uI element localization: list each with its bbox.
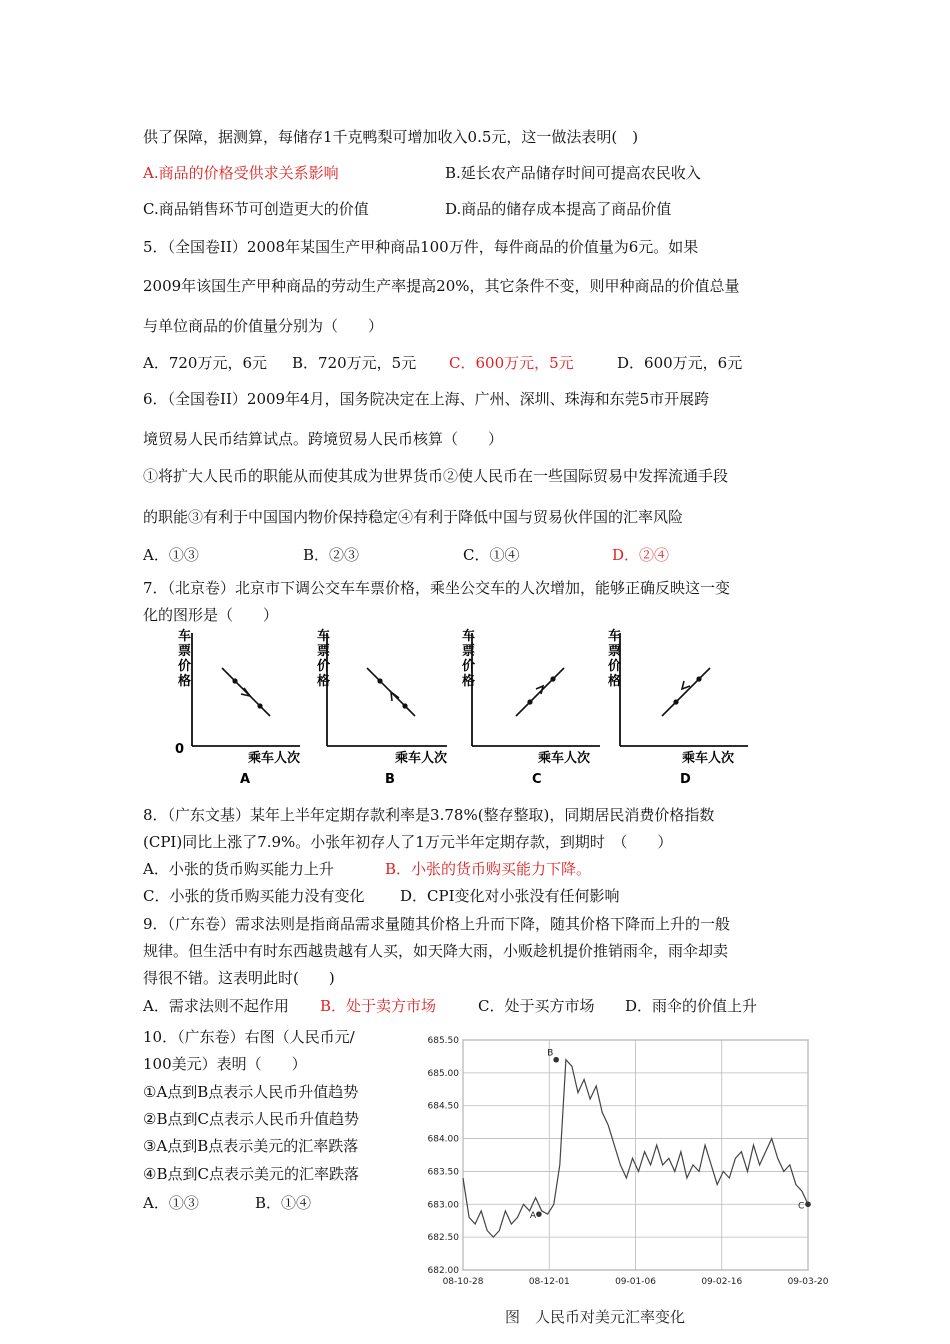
graph-a	[160, 628, 320, 788]
ylabel-char: 票	[178, 644, 192, 659]
q10-stem-2: 100美元）表明（ ）	[143, 1055, 307, 1073]
ylabel-char: 价	[317, 659, 331, 674]
ylabel-char: 票	[317, 644, 331, 659]
x-axis-label: 乘车人次	[248, 751, 301, 766]
x-tick-label: 08-10-28	[442, 1277, 484, 1287]
ylabel-char: 车	[317, 629, 331, 644]
y-tick-label: 685.00	[427, 1068, 459, 1079]
q8-stem-2: (CPI)同比上涨了7.9%。小张年初存人了1万元半年定期存款，到期时 （ ）	[143, 833, 673, 851]
q10-stem-1: 10．（广东卷）右图（人民币元/	[143, 1028, 355, 1046]
q8-option-c: C．小张的货币购买能力没有变化	[143, 887, 365, 905]
ylabel-char: 格	[178, 674, 192, 689]
q5-stem-3: 与单位商品的价值量分别为（ ）	[143, 317, 384, 335]
y-tick-label: 683.00	[427, 1200, 459, 1211]
q8-option-d: D．CPI变化对小张没有任何影响	[400, 887, 620, 905]
point-label-b: B	[547, 1048, 554, 1059]
q6-stem-2: 境贸易人民币结算试点。跨境贸易人民币核算（ ）	[143, 430, 504, 448]
y-tick-label: 684.00	[427, 1134, 459, 1145]
point-label-c: C	[798, 1201, 805, 1212]
q4-option-a: A.商品的价格受供求关系影响	[143, 164, 339, 182]
point-2	[550, 676, 555, 681]
x-tick-label: 09-01-06	[615, 1277, 656, 1287]
point-1	[673, 699, 678, 704]
point-1	[232, 678, 237, 683]
q4-option-b: B.延长农产品储存时间可提高农民收入	[445, 164, 701, 182]
graph-b-svg	[305, 628, 465, 788]
graph-b	[305, 628, 465, 788]
q8-option-b: B．小张的货币购买能力下降。	[385, 860, 592, 878]
q7-stem-1: 7．（北京卷）北京市下调公交车车票价格，乘坐公交车的人次增加，能够正确反映这一变	[143, 579, 731, 597]
x-tick-label: 08-12-01	[528, 1277, 570, 1287]
q8-option-a: A．小张的货币购买能力上升	[143, 860, 334, 878]
q6-option-a: A．①③	[143, 546, 199, 564]
q5-option-c: C．600万元，5元	[449, 354, 574, 372]
graph-label: B	[385, 772, 395, 787]
ylabel-char: 车	[178, 629, 192, 644]
q10-item-2: ②B点到C点表示人民币升值趋势	[143, 1110, 359, 1128]
ylabel-char: 票	[608, 644, 622, 659]
point-marker-a	[536, 1211, 542, 1217]
q6-option-d: D．②④	[612, 546, 670, 564]
graph-d-svg	[600, 628, 760, 788]
q7-stem-2: 化的图形是（ ）	[143, 606, 279, 624]
y-axis-label	[178, 628, 191, 689]
y-axis-label	[608, 628, 621, 689]
q10-item-3: ③A点到B点表示美元的汇率跌落	[143, 1137, 359, 1155]
q10-option-b: B．①④	[255, 1194, 312, 1212]
arrow-down-icon	[682, 681, 690, 689]
q4-option-c: C.商品销售环节可创造更大的价值	[143, 200, 369, 218]
ylabel-char: 价	[178, 659, 192, 674]
point-marker-c	[805, 1201, 811, 1207]
y-tick-label: 684.50	[427, 1101, 459, 1112]
y-axis-label	[317, 628, 330, 689]
q9-option-b: B．处于卖方市场	[320, 997, 437, 1015]
exchange-rate-svg	[415, 1028, 829, 1338]
y-tick-label: 682.50	[427, 1233, 459, 1244]
q10-option-a: A．①③	[143, 1194, 199, 1212]
labeled-points	[530, 1049, 811, 1221]
q9-option-c: C．处于买方市场	[478, 997, 595, 1015]
q6-option-b: B．②③	[303, 546, 360, 564]
q9-stem-1: 9．（广东卷）需求法则是指商品需求量随其价格上升而下降，随其价格下降而上升的一般	[143, 915, 731, 933]
graph-label: C	[532, 772, 542, 787]
y-axis-label	[462, 628, 475, 689]
x-axis-label: 乘车人次	[538, 751, 591, 766]
ylabel-char: 车	[462, 629, 476, 644]
x-axis-label: 乘车人次	[682, 751, 735, 766]
point-2	[696, 676, 701, 681]
point-marker-b	[553, 1057, 559, 1063]
graph-c	[452, 628, 612, 788]
chart-title: 图 人民币对美元汇率变化	[505, 1308, 686, 1326]
q5-stem-2: 2009年该国生产甲种商品的劳动生产率提高20%，其它条件不变，则甲种商品的价值总量	[143, 277, 740, 295]
q10-item-1: ①A点到B点表示人民币升值趋势	[143, 1083, 359, 1101]
ylabel-char: 格	[462, 674, 476, 689]
y-tick-label: 685.50	[427, 1036, 459, 1046]
q6-stem-4: 的职能③有利于中国国内物价保持稳定④有利于降低中国与贸易伙伴国的汇率风险	[143, 508, 684, 526]
q5-option-b: B．720万元，5元	[292, 354, 417, 372]
ylabel-char: 票	[462, 644, 476, 659]
exchange-rate-chart	[415, 1028, 829, 1338]
point-1	[377, 678, 382, 683]
q9-option-a: A．需求法则不起作用	[143, 997, 289, 1015]
y-tick-label: 683.50	[427, 1167, 459, 1178]
x-axis-label: 乘车人次	[395, 751, 448, 766]
q9-stem-3: 得很不错。这表明此时( )	[143, 969, 335, 987]
point-label-a: A	[529, 1211, 537, 1222]
q6-stem-3: ①将扩大人民币的职能从而使其成为世界货币②使人民币在一些国际贸易中发挥流通手段	[143, 467, 729, 485]
point-1	[527, 699, 532, 704]
ylabel-char: 价	[462, 659, 476, 674]
ylabel-char: 格	[317, 674, 331, 689]
q9-option-d: D．雨伞的价值上升	[625, 997, 758, 1015]
q5-stem-1: 5．（全国卷II）2008年某国生产甲种商品100万件，每件商品的价值量为6元。如果	[143, 238, 699, 256]
q8-stem-1: 8．（广东文基）某年上半年定期存款利率是3.78%(整存整取)，同期居民消费价格指数	[143, 806, 715, 824]
origin-label: 0	[175, 742, 185, 757]
q6-option-c: C．①④	[463, 546, 520, 564]
graph-label: D	[680, 772, 691, 787]
graph-d	[600, 628, 760, 788]
y-tick-label: 682.00	[427, 1266, 459, 1276]
graph-a-svg	[160, 628, 320, 788]
demand-line	[516, 668, 564, 716]
x-ticks	[443, 1277, 829, 1287]
q5-option-d: D．600万元，6元	[617, 354, 743, 372]
q4-continuation: 供了保障，据测算，每储存1千克鸭梨可增加收入0.5元，这一做法表明( )	[143, 128, 639, 146]
ylabel-char: 格	[608, 674, 622, 689]
x-tick-label: 09-02-16	[701, 1277, 743, 1287]
q9-stem-2: 规律。但生活中有时东西越贵越有人买，如天降大雨，小贩趁机提价推销雨伞，雨伞却卖	[143, 942, 729, 960]
y-ticks	[428, 1036, 460, 1276]
q5-option-a: A．720万元，6元	[143, 354, 268, 372]
x-tick-label: 09-03-20	[787, 1277, 829, 1287]
ylabel-char: 价	[608, 659, 622, 674]
point-2	[257, 703, 262, 708]
q10-item-4: ④B点到C点表示美元的汇率跌落	[143, 1165, 359, 1183]
q6-stem-1: 6．（全国卷II）2009年4月，国务院决定在上海、广州、深圳、珠海和东莞5市开展跨	[143, 390, 710, 408]
graph-c-svg	[452, 628, 612, 788]
graph-label: A	[240, 772, 251, 787]
point-2	[402, 703, 407, 708]
ylabel-char: 车	[608, 629, 622, 644]
q4-option-d: D.商品的储存成本提高了商品价值	[445, 200, 672, 218]
demand-line	[662, 668, 710, 716]
